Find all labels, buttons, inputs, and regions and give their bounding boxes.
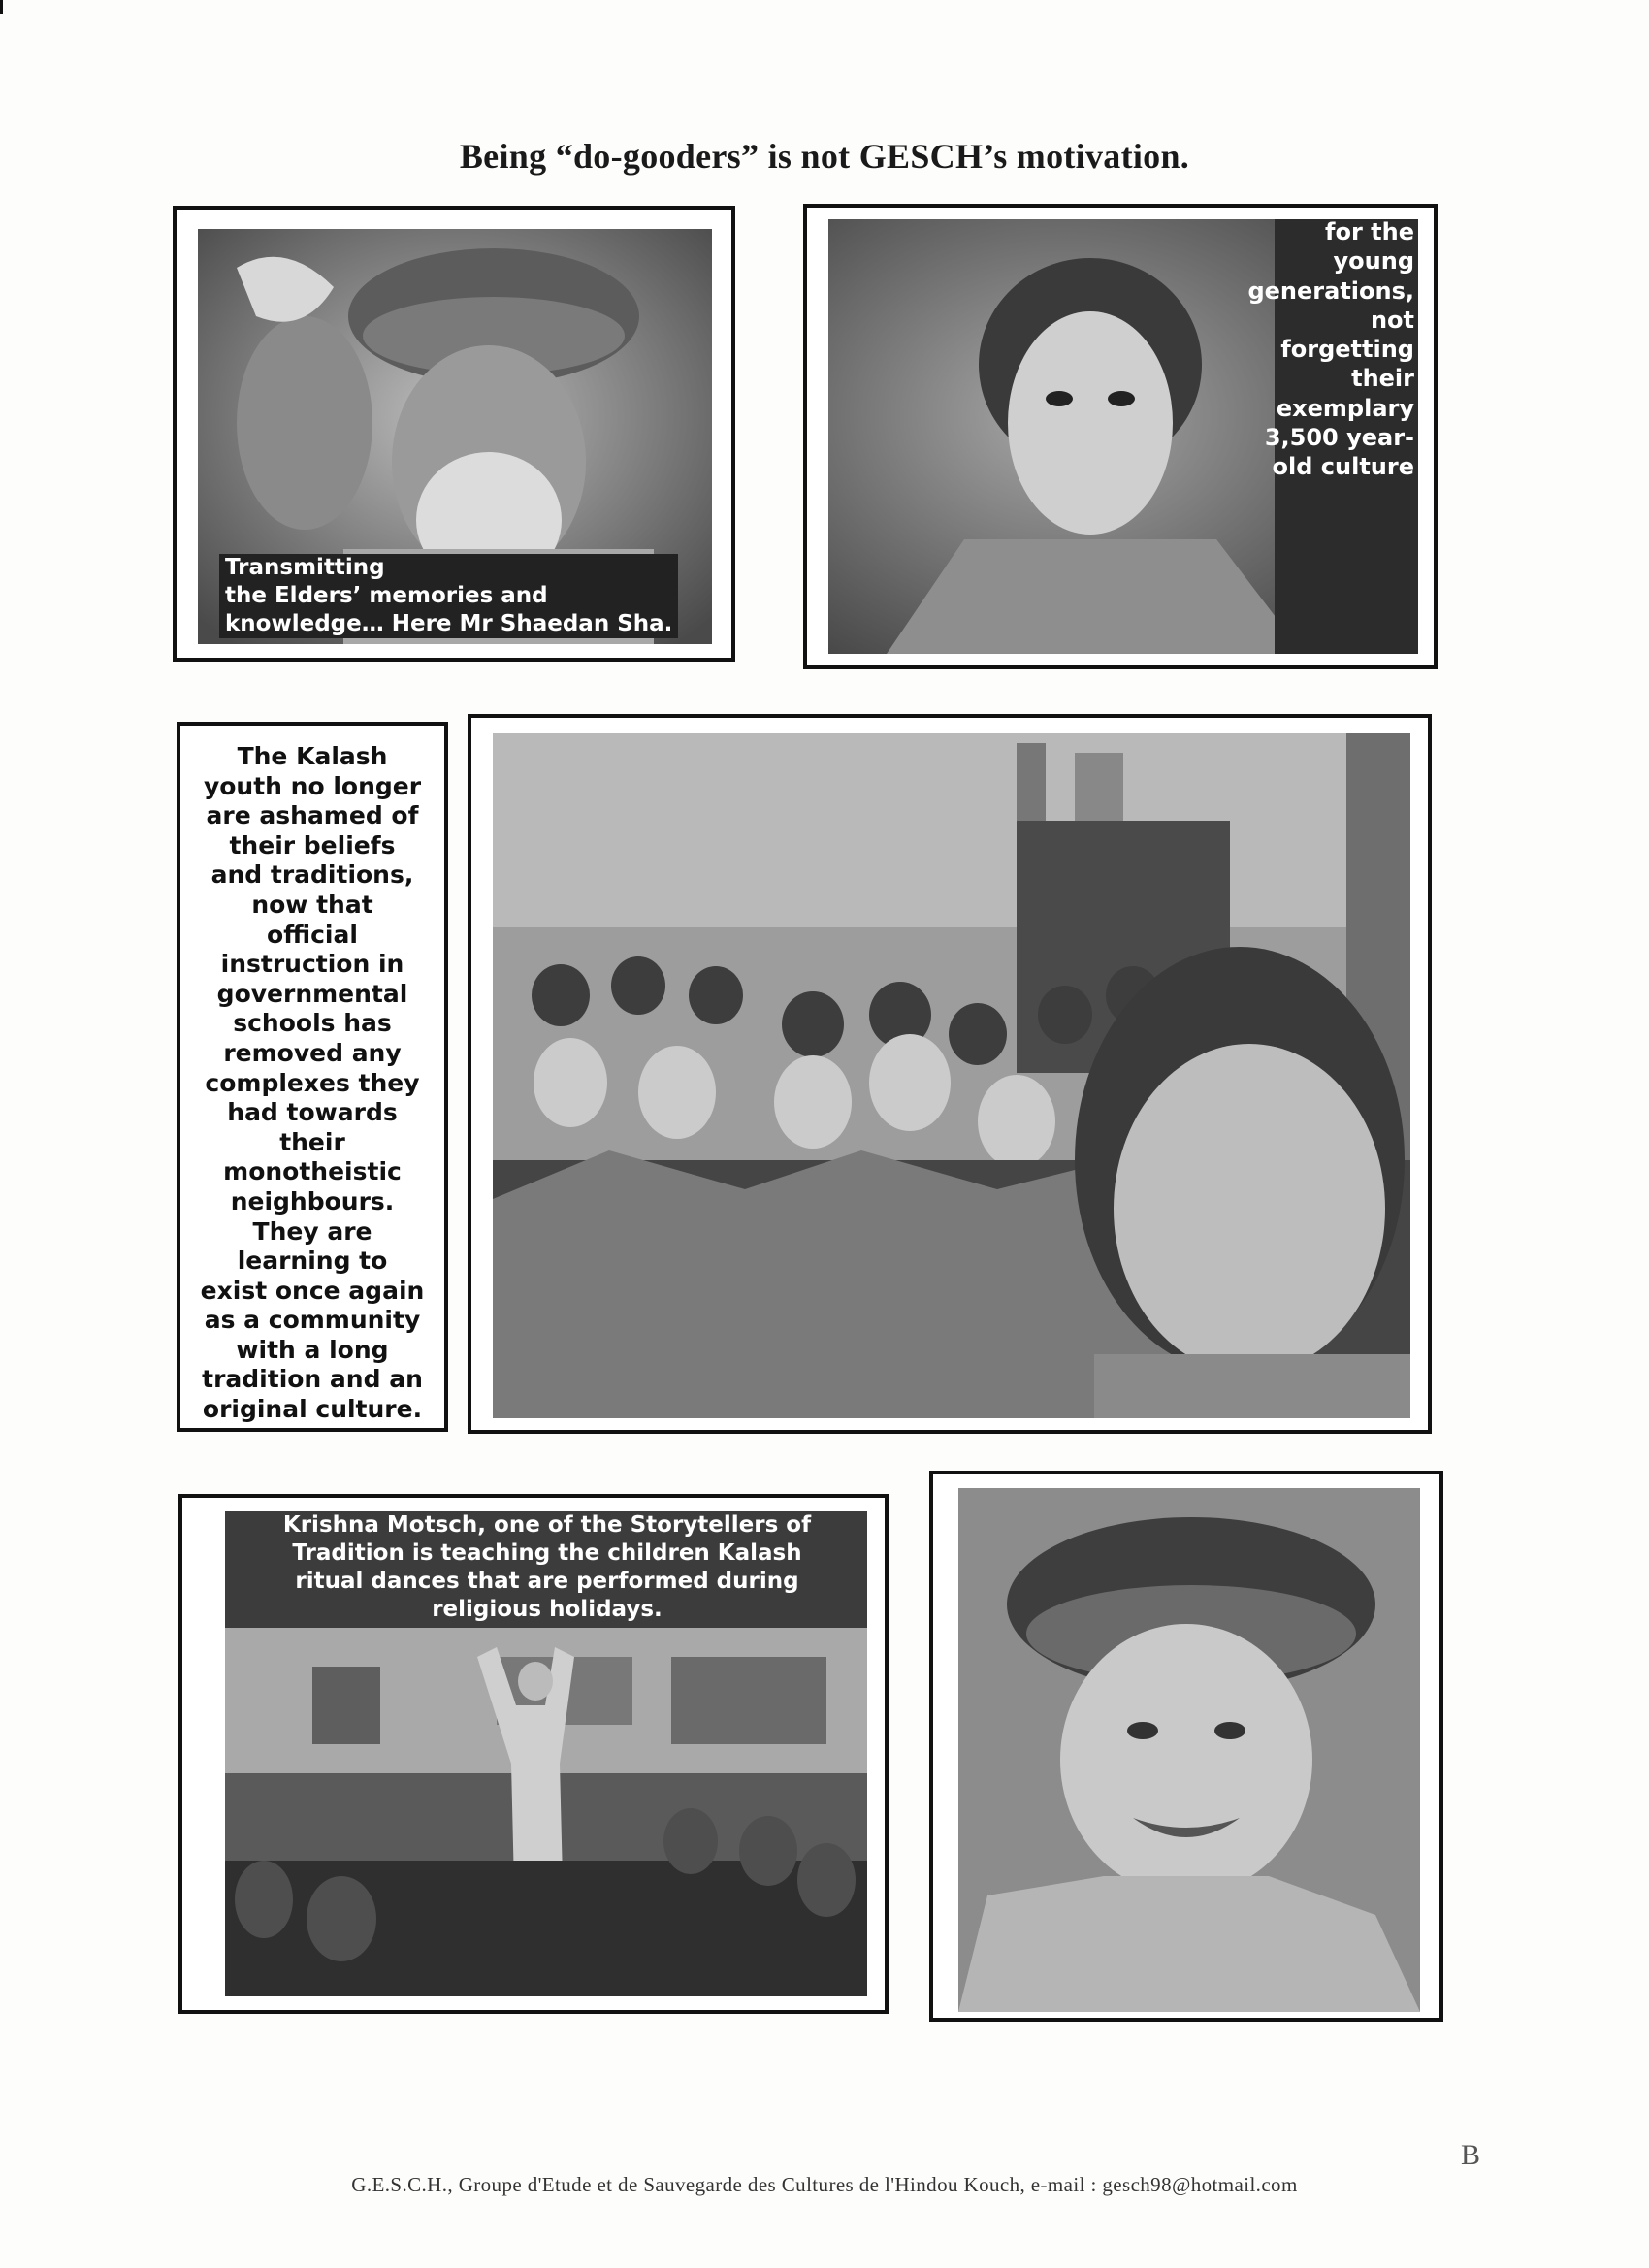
kalash-youth-text-line: schools has	[233, 1009, 392, 1038]
kalash-youth-text-line: with a long	[236, 1335, 389, 1364]
dance-caption-line: religious holidays.	[432, 1597, 663, 1622]
boy-photo	[958, 1488, 1420, 2012]
girl-caption-line: 3,500 year-	[1264, 424, 1414, 452]
girl-caption-line: not	[1370, 306, 1414, 334]
girl-caption-line: exemplary	[1276, 394, 1414, 422]
girl-caption	[1214, 217, 1414, 482]
girl-photo-frame	[803, 204, 1438, 669]
kalash-youth-text-line: complexes they	[205, 1068, 420, 1097]
dance-caption	[248, 1511, 846, 1624]
scan-edge-mark	[0, 0, 3, 14]
kalash-youth-text-line: governmental	[216, 979, 408, 1008]
elder-caption-line: knowledge… Here Mr Shaedan Sha.	[225, 611, 673, 636]
kalash-youth-text-line: original culture.	[202, 1395, 423, 1424]
elder-caption-line: Transmitting	[225, 555, 385, 580]
elder-photo-frame	[173, 206, 735, 662]
girl-caption-line: generations,	[1247, 276, 1414, 305]
kalash-youth-text-line: removed any	[223, 1038, 402, 1067]
kalash-youth-text-line: their	[279, 1127, 345, 1156]
kalash-youth-text-line: exist once again	[200, 1276, 425, 1305]
girl-caption-line: forgetting	[1280, 336, 1414, 364]
girl-caption-line: their	[1351, 365, 1414, 393]
kalash-youth-text	[180, 742, 444, 1425]
kalash-youth-text-line: their beliefs	[229, 830, 396, 859]
kalash-youth-text-line: The Kalash	[237, 742, 388, 770]
kalash-youth-text-line: instruction in	[220, 950, 404, 979]
kalash-youth-text-line: as a community	[204, 1306, 421, 1335]
kalash-youth-text-line: learning to	[237, 1247, 388, 1276]
kalash-youth-text-box	[177, 722, 448, 1432]
elder-caption	[219, 554, 678, 638]
page-title: Being “do-gooders” is not GESCH’s motivation.	[459, 137, 1190, 176]
kalash-youth-text-line: tradition and an	[202, 1365, 423, 1394]
dance-caption-line: Krishna Motsch, one of the Storytellers of	[282, 1512, 812, 1538]
kalash-youth-text-line: monotheistic	[223, 1157, 402, 1186]
kalash-youth-text-line: official	[267, 920, 358, 949]
page-letter: B	[1461, 2139, 1481, 2171]
kalash-youth-text-line: are ashamed of	[206, 801, 419, 830]
girl-caption-line: for the	[1325, 218, 1414, 245]
kalash-youth-text-line: now that	[251, 890, 373, 919]
page-footer: G.E.S.C.H., Groupe d'Etude et de Sauvegarde des Cultures de l'Hindou Kouch, e-mail : gesch98@hotmail.com	[351, 2173, 1298, 2196]
dance-caption-line: Tradition is teaching the children Kalash	[292, 1540, 802, 1566]
kalash-youth-text-line: youth no longer	[203, 771, 422, 800]
dance-photo-frame	[178, 1494, 889, 2014]
kalash-youth-text-line: neighbours.	[230, 1186, 395, 1215]
girl-caption-line: young	[1333, 247, 1414, 275]
kalash-youth-text-line: and traditions,	[210, 860, 414, 890]
elder-caption-line: the Elders’ memories and	[225, 583, 548, 608]
dance-caption-line: ritual dances that are performed during	[295, 1569, 799, 1594]
girl-caption-line: old culture	[1272, 453, 1414, 481]
classroom-photo	[493, 733, 1410, 1418]
kalash-youth-text-line: had towards	[227, 1098, 398, 1127]
kalash-youth-text-line: They are	[252, 1216, 372, 1246]
classroom-photo-frame	[468, 714, 1432, 1434]
boy-photo-frame	[929, 1471, 1443, 2022]
